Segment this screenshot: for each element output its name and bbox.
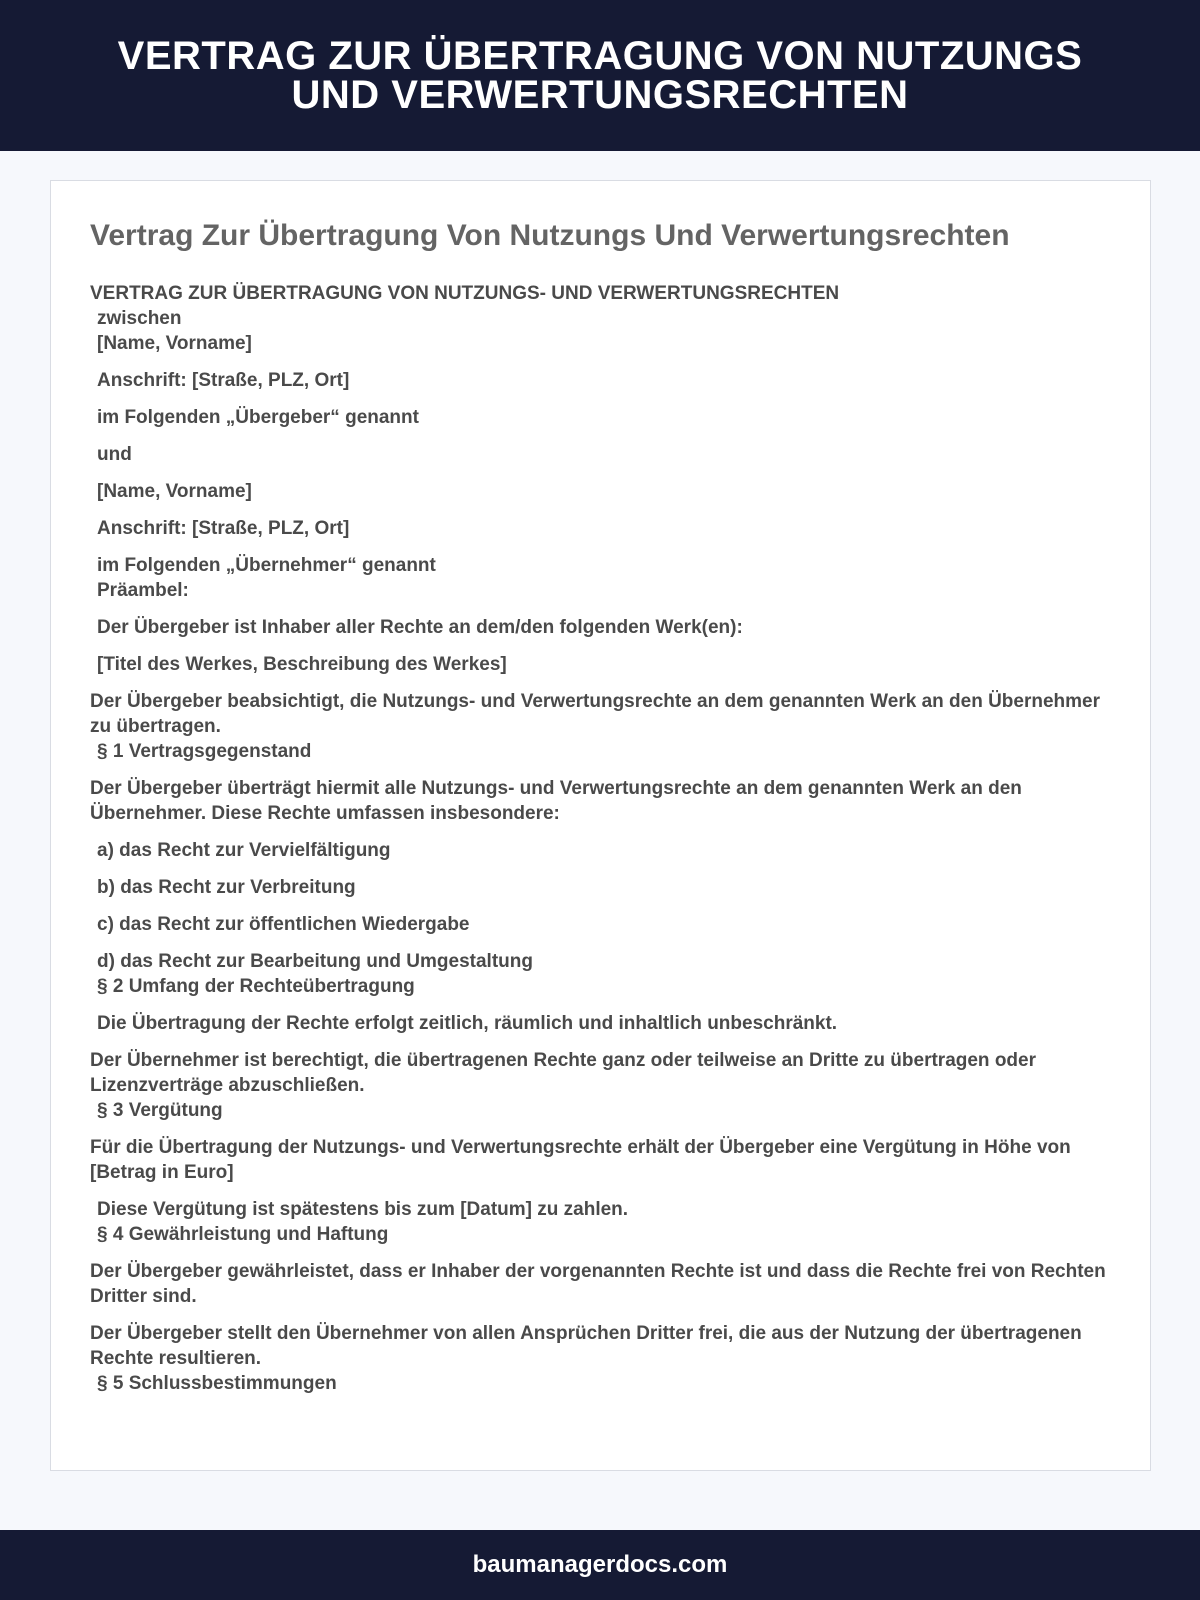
- doc-paragraph: [Titel des Werkes, Beschreibung des Werkes]: [97, 654, 507, 675]
- page-footer: [0, 1530, 1200, 1600]
- doc-section-5: § 5 Schlussbestimmungen: [97, 1373, 337, 1394]
- doc-list-item: c) das Recht zur öffentlichen Wiedergabe: [97, 914, 470, 935]
- doc-paragraph: Der Übergeber ist Inhaber aller Rechte an dem/den folgenden Werk(en):: [97, 617, 743, 638]
- doc-paragraph: Die Übertragung der Rechte erfolgt zeitlich, räumlich und inhaltlich unbeschränkt.: [97, 1013, 838, 1034]
- doc-section-1: § 1 Vertragsgegenstand: [97, 741, 312, 762]
- doc-list-item: d) das Recht zur Bearbeitung und Umgestaltung: [97, 951, 533, 972]
- doc-line-party2-role: im Folgenden „Übernehmer“ genannt: [97, 555, 436, 576]
- footer-site: baumanagerdocs.com: [472, 1551, 728, 1578]
- page-header: [0, 0, 1200, 151]
- document-title: Vertrag Zur Übertragung Von Nutzungs Und Verwertungsrechten: [90, 219, 1010, 252]
- doc-section-3: § 3 Vergütung: [97, 1100, 223, 1121]
- doc-line-party2-address: Anschrift: [Straße, PLZ, Ort]: [97, 518, 350, 539]
- header-title: VERTRAG ZUR ÜBERTRAGUNG VON NUTZUNGS UND VERWERTUNGSRECHTEN: [117, 33, 1083, 117]
- doc-paragraph: Diese Vergütung ist spätestens bis zum [Datum] zu zahlen.: [97, 1199, 629, 1220]
- doc-line-zwischen: zwischen: [97, 308, 182, 329]
- doc-list-item: b) das Recht zur Verbreitung: [97, 877, 356, 898]
- doc-section-preamble: Präambel:: [97, 580, 189, 601]
- doc-paragraph: Für die Übertragung der Nutzungs- und Verwertungsrechte erhält der Übergeber eine Vergütung in Höhe von [Betrag in Euro]: [90, 1137, 1071, 1183]
- doc-paragraph: Der Übergeber gewährleistet, dass er Inhaber der vorgenannten Rechte ist und dass die Rechte frei von Rechten Dritter sind.: [90, 1261, 1106, 1307]
- doc-paragraph: Der Übergeber stellt den Übernehmer von allen Ansprüchen Dritter frei, die aus der Nutzung der übertragenen Rechte resultieren.: [90, 1323, 1082, 1369]
- doc-list-item: a) das Recht zur Vervielfältigung: [97, 840, 391, 861]
- doc-line-party1-name: [Name, Vorname]: [97, 333, 252, 354]
- doc-line-party1-address: Anschrift: [Straße, PLZ, Ort]: [97, 370, 350, 391]
- document-body: [90, 281, 1112, 1396]
- doc-line-party1-role: im Folgenden „Übergeber“ genannt: [97, 407, 419, 428]
- doc-section-4: § 4 Gewährleistung und Haftung: [97, 1224, 389, 1245]
- doc-paragraph: Der Übergeber überträgt hiermit alle Nutzungs- und Verwertungsrechte an dem genannten Werk an den Übernehmer. Diese Rechte umfassen insbesondere:: [90, 778, 1022, 824]
- doc-section-2: § 2 Umfang der Rechteübertragung: [97, 976, 415, 997]
- doc-line-und: und: [97, 444, 132, 465]
- doc-paragraph: Der Übernehmer ist berechtigt, die übertragenen Rechte ganz oder teilweise an Dritte zu übertragen oder Lizenzverträge abzuschließen.: [90, 1050, 1036, 1096]
- doc-paragraph: Der Übergeber beabsichtigt, die Nutzungs- und Verwertungsrechte an dem genannten Werk an den Übernehmer zu übertragen.: [90, 691, 1101, 737]
- document-card: [50, 180, 1151, 1471]
- doc-heading: VERTRAG ZUR ÜBERTRAGUNG VON NUTZUNGS- UND VERWERTUNGSRECHTEN: [90, 283, 840, 304]
- doc-line-party2-name: [Name, Vorname]: [97, 481, 252, 502]
